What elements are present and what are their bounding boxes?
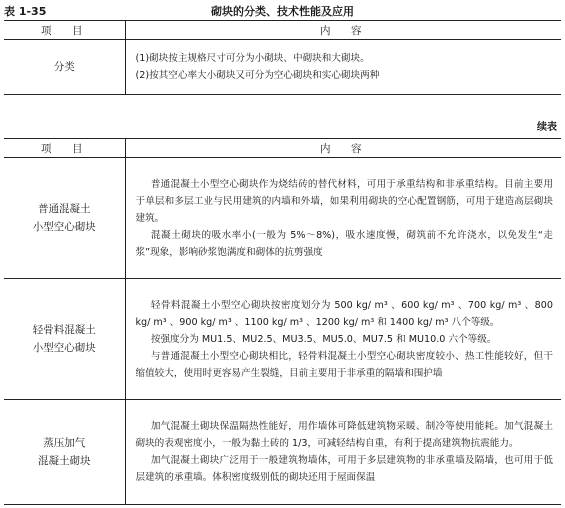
content-cell [125,40,561,95]
item-line: 轻骨料混凝土 [32,324,96,336]
column-header-item: 项 目 [4,139,125,158]
item-line: 小型空心砌块 [32,342,96,354]
content-cell [125,279,561,400]
item-line: 混凝土砌块 [38,455,91,467]
table-caption [4,3,561,19]
item-line: 普通混凝土 [38,203,91,215]
continued-label: 续表 [537,122,557,133]
content-paragraph: 加气混凝土砌块广泛用于一般建筑物墙体，可用于多层建筑物的非承重墙及隔墙，也可用于低层建筑的承重墙。体积密度级别低的砌块还用于屋面保温 [135,455,553,483]
column-header-content: 内 容 [125,139,561,158]
table-row [4,279,561,400]
content-paragraph: 加气混凝土砌块保温隔热性能好，用作墙体可降低建筑物采暖、制冷等使用能耗。加气混凝土砌块的表观密度小，一般为黏土砖的 1/3，可减轻结构自重，有利于提高建筑物抗震能力。 [135,421,553,449]
classification-table [4,20,561,95]
table-row [4,400,561,505]
column-header-content: 内 容 [125,21,561,40]
content-paragraph: 按强度分为 MU1.5、MU2.5、MU3.5、MU5.0、MU7.5 和 MU10.0 六个等级。 [150,333,497,345]
content-paragraph: 混凝土砌块的吸水率小(一般为 5%～8%)，吸水速度慢，砌筑前不允许浇水，以免发生“走浆”现象，影响砂浆饱满度和砌体的抗剪强度 [135,229,553,258]
content-paragraph: 与普通混凝土小型空心砌块相比，轻骨料混凝土小型空心砌块密度较小、热工性能较好，但干缩值较大，使用时更容易产生裂缝，目前主要用于非承重的隔墙和围护墙 [135,350,553,379]
table-title: 砌块的分类、技术性能及应用 [211,5,354,18]
table-number: 表 1-35 [4,5,47,18]
content-paragraph: 轻骨料混凝土小型空心砌块按密度划分为 500 kg/ m³ 、600 kg/ m³ 、700 kg/ m³ 、800 kg/ m³ 、900 kg/ m³ 、1100 kg/ m³ 、1200 kg/ m³ 和 1400 kg/ m³ 八个等级。 [135,299,553,328]
item-cell: 分类 [4,40,125,95]
content-paragraph: (1)砌块按主规格尺寸可分为小砌块、中砌块和大砌块。 [135,53,370,64]
column-header-item: 项 目 [4,21,125,40]
content-cell [125,400,561,505]
item-cell [4,400,125,505]
content-paragraph: 普通混凝土小型空心砌块作为烧结砖的替代材料，可用于承重结构和非承重结构。目前主要用于单层和多层工业与民用建筑的内墙和外墙，如果利用砌块的空心配置钢筋，可用于建造高层砌块建筑。 [135,178,553,224]
item-cell [4,279,125,400]
content-paragraph: (2)按其空心率大小砌块又可分为空心砌块和实心砌块两种 [135,70,380,81]
item-line: 小型空心砌块 [32,221,96,233]
table-header-row [4,21,561,40]
content-cell [125,158,561,279]
table-row [4,158,561,279]
performance-table [4,138,561,505]
table-header-row [4,139,561,158]
item-line: 蒸压加气 [43,437,86,449]
item-cell [4,158,125,279]
table-row [4,40,561,95]
